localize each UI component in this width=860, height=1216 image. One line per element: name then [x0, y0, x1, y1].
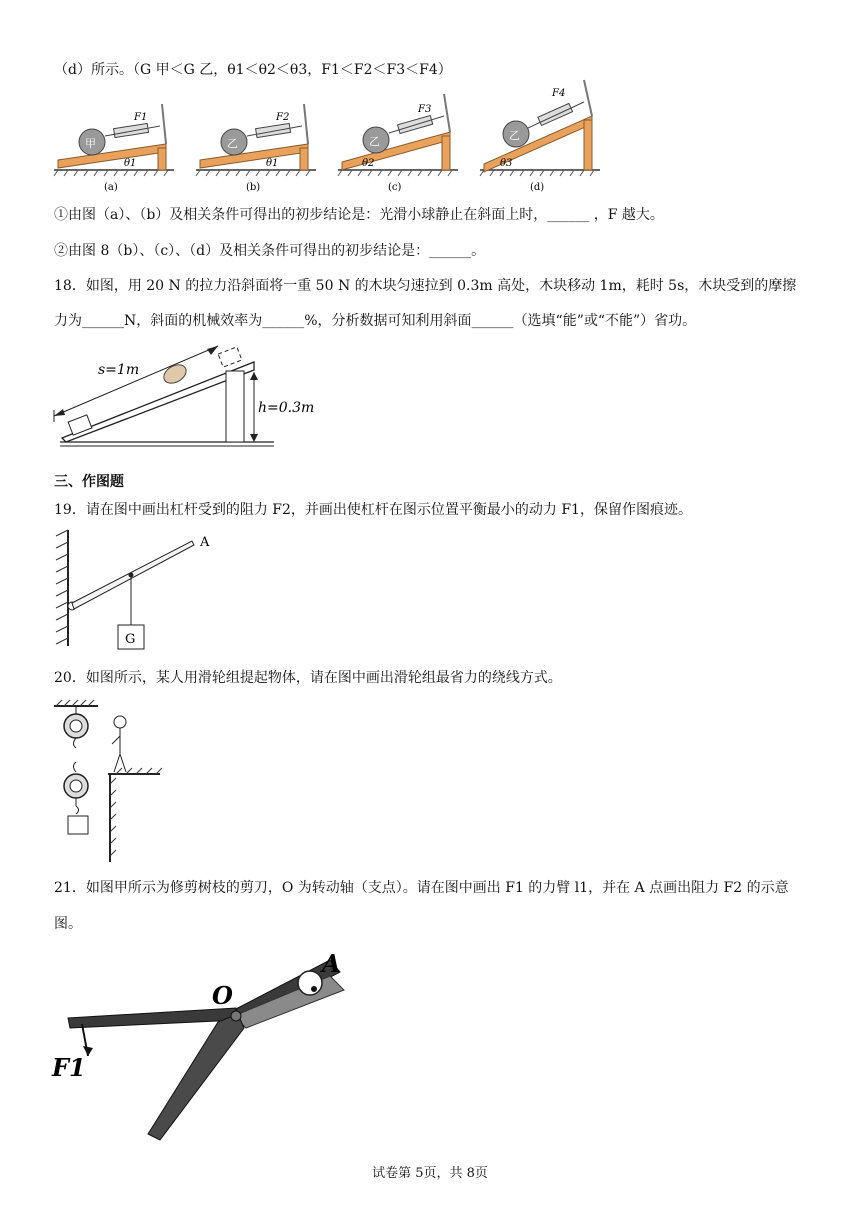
q21-line1: 21．如图甲所示为修剪树枝的剪刀，O 为转动轴（支点）。请在图中画出 F1 的力臂 l1，并在 A 点画出阻力 F2 的示意: [54, 880, 789, 896]
angle-label: θ1: [266, 158, 279, 169]
label-o: O: [212, 981, 233, 1010]
label-a: A: [322, 949, 341, 978]
q18-line2: 力为______N，斜面的机械效率为______%，分析数据可知利用斜面______（选填“能”或“不能”）省功。: [54, 313, 697, 329]
force-label: F2: [276, 112, 290, 123]
ball-label: 乙: [227, 137, 238, 150]
force-label: F4: [552, 88, 566, 99]
q20-text: 20．如图所示，某人用滑轮组提起物体，请在图中画出滑轮组最省力的绕线方式。: [54, 670, 562, 686]
panel-a: [54, 104, 174, 193]
panel-caption: (c): [388, 182, 402, 193]
force-label: F3: [418, 104, 432, 115]
panel-b: [196, 104, 316, 193]
panel-c: [338, 94, 458, 193]
angle-label: θ1: [124, 158, 137, 169]
q17-part1: ①由图（a）、（b）及相关条件可得出的初步结论是：光滑小球静止在斜面上时，______ ，F 越大。: [54, 207, 664, 223]
q20-pulley-figure: [52, 700, 182, 864]
force-label: F1: [134, 112, 148, 123]
ball-label: 乙: [369, 135, 380, 148]
q21-shears-figure: [48, 944, 358, 1154]
panel-caption: (b): [246, 182, 261, 193]
angle-label: θ3: [500, 158, 513, 169]
label-g: G: [125, 632, 136, 647]
page-footer: 试卷第 5页，共 8页: [372, 1166, 488, 1181]
panel-caption: (d): [530, 182, 545, 193]
label-a: A: [200, 535, 210, 550]
q17-intro: （d）所示。（G 甲＜G 乙，θ1＜θ2＜θ3，F1＜F2＜F3＜F4）: [54, 62, 452, 78]
q21-line2: 图。: [54, 916, 82, 932]
ball-label: 甲: [85, 137, 96, 150]
label-f1: F1: [52, 1053, 86, 1082]
q18-line1: 18．如图，用 20 N 的拉力沿斜面将一重 50 N 的木块匀速拉到 0.3m 高处，木块移动 1m，耗时 5s，木块受到的摩擦: [54, 278, 797, 294]
panel-caption: (a): [104, 182, 118, 193]
label-s: s=1m: [98, 362, 140, 378]
panel-d: [480, 80, 600, 193]
angle-label: θ2: [362, 158, 375, 169]
ball-label: 乙: [509, 129, 520, 142]
label-h: h=0.3m: [258, 400, 315, 416]
q18-incline-figure: [50, 338, 315, 450]
section-title: 三、作图题: [54, 474, 124, 490]
q19-text: 19．请在图中画出杠杆受到的阻力 F2，并画出使杠杆在图示位置平衡最小的动力 F1，保留作图痕迹。: [54, 502, 692, 518]
q17-part2: ②由图 8（b）、（c）、（d）及相关条件可得出的初步结论是：______。: [54, 243, 486, 259]
q19-lever-figure: [50, 530, 240, 660]
